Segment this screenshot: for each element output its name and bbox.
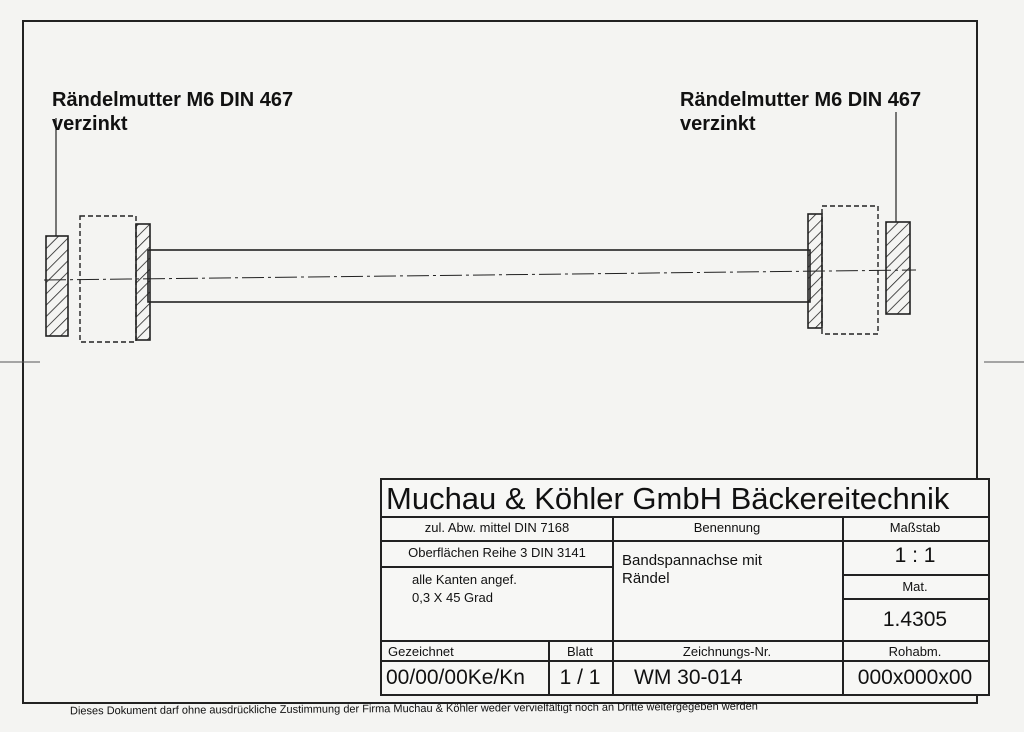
surface-text: Oberflächen Reihe 3 DIN 3141 [408,545,586,560]
right-knurled-nut [886,222,910,314]
gezeichnet-label: Gezeichnet [388,644,454,659]
right-flange [808,214,822,328]
mat-label: Mat. [902,579,928,594]
benennung-label: Benennung [693,520,761,535]
callout-right-line2: verzinkt [680,113,756,135]
massstab-label: Maßstab [889,520,941,535]
company-name: Muchau & Köhler GmbH Bäckereitechnik [386,481,950,516]
edges-line1: alle Kanten angef. [412,572,517,587]
gezeichnet-value: 00/00/00Ke/Kn [386,666,525,689]
left-flange [136,224,150,340]
benennung-line2: Rändel [622,570,670,587]
benennung-line1: Bandspannachse mit [622,552,763,569]
title-block [380,478,990,696]
callout-left-line2: verzinkt [52,113,128,135]
zeichnungsnr-value: WM 30-014 [634,666,743,689]
callout-right [680,88,921,136]
massstab-value: 1 : 1 [894,544,936,567]
callout-left [52,88,293,136]
rohabm-label: Rohabm. [888,644,942,659]
blatt-value: 1 / 1 [559,666,601,689]
left-knurled-nut [46,236,68,336]
callout-right-line1: Rändelmutter M6 DIN 467 [680,89,922,111]
blatt-label: Blatt [566,644,593,659]
callout-left-line1: Rändelmutter M6 DIN 467 [52,89,294,111]
right-roller-hidden [822,206,878,334]
rohabm-value: 000x000x00 [857,666,973,689]
shaft [148,250,810,302]
mat-value: 1.4305 [882,608,948,631]
tolerance-text: zul. Abw. mittel DIN 7168 [424,520,570,535]
edges-line2: 0,3 X 45 Grad [412,590,493,605]
footer-notice: Dieses Dokument darf ohne ausdrückliche Zustimmung der Firma Muchau & Köhler weder vervielfältigt noch an Dritte weitergegeben werden [69,700,758,718]
zeichnungsnr-label: Zeichnungs-Nr. [682,644,772,659]
center-line [44,270,916,280]
